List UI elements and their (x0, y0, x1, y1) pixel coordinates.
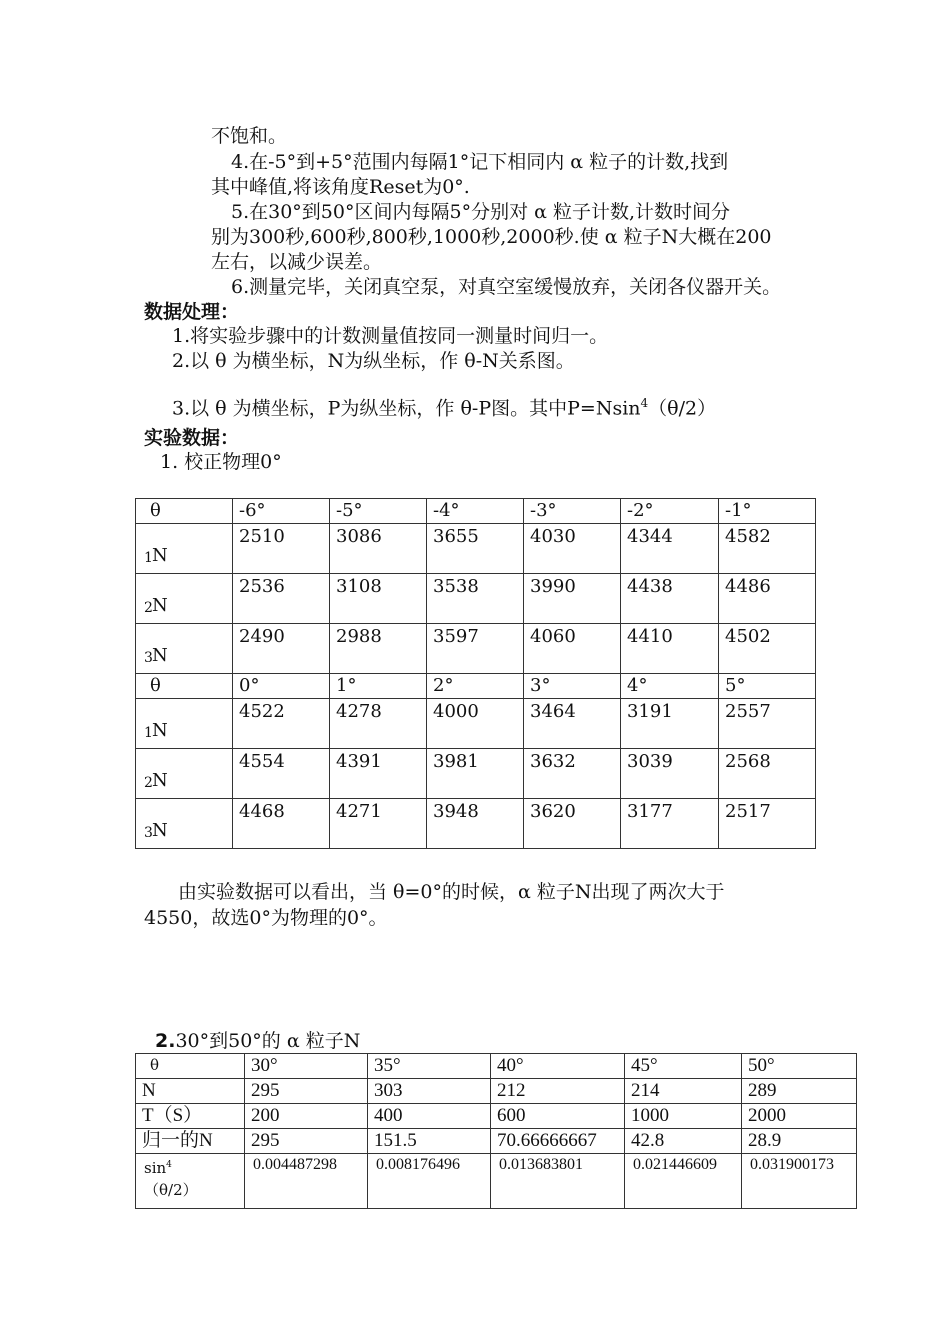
angle-cell: 35° (368, 1054, 491, 1079)
sin4-label: $\sin^4$ （θ/2） (136, 1154, 245, 1209)
count-cell: 3464 (524, 699, 621, 749)
normalized-cell: 151.5 (368, 1129, 491, 1154)
table-row (136, 524, 816, 574)
row-label-n3: N $_3$ (136, 624, 233, 674)
count-cell: 3538 (427, 574, 524, 624)
normalized-label: 归一的N (136, 1129, 245, 1154)
row-label-n1: N $_1$ (136, 699, 233, 749)
count-cell: 3108 (330, 574, 427, 624)
normalized-cell: 70.66666667 (491, 1129, 625, 1154)
angle-cell: 5° (719, 674, 816, 699)
count-cell: 2557 (719, 699, 816, 749)
table-row (136, 699, 816, 749)
angle-cell: -6° (233, 499, 330, 524)
count-cell: 3981 (427, 749, 524, 799)
count-cell: 3177 (621, 799, 719, 849)
count-cell: 4522 (233, 699, 330, 749)
count-cell: 4030 (524, 524, 621, 574)
angle-cell: 45° (625, 1054, 742, 1079)
time-cell: 2000 (742, 1104, 857, 1129)
count-cell: 3191 (621, 699, 719, 749)
row-label-n1: N $_1$ (136, 524, 233, 574)
table-row (136, 799, 816, 849)
data-heading: 实验数据： (144, 427, 240, 449)
table-row (136, 574, 816, 624)
count-cell: 289 (742, 1079, 857, 1104)
table2-title: 2.30°到50°的 α 粒子N (155, 1030, 361, 1052)
table-row (136, 1104, 857, 1129)
scattering-table (135, 1053, 857, 1209)
theta-label: θ (136, 499, 233, 524)
angle-cell: 2° (427, 674, 524, 699)
table-row (136, 1054, 857, 1079)
count-cell: 2988 (330, 624, 427, 674)
theta-label: θ (136, 1054, 245, 1079)
table-row (136, 1079, 857, 1104)
conclusion-line-1: 由实验数据可以看出，当 θ=0°的时候，α 粒子N出现了两次大于 (178, 881, 725, 903)
count-cell: 2510 (233, 524, 330, 574)
row-label-n2: N $_2$ (136, 574, 233, 624)
count-cell: 4060 (524, 624, 621, 674)
intro-line-4: 5.在30°到50°区间内每隔5°分别对 α 粒子计数,计数时间分 (231, 201, 731, 223)
count-cell: 303 (368, 1079, 491, 1104)
count-cell: 2536 (233, 574, 330, 624)
table1-angle-row-1 (136, 499, 816, 524)
intro-line-5: 别为300秒,600秒,800秒,1000秒,2000秒.使 α 粒子N大概在200 (211, 226, 772, 248)
row-label-n2: N $_2$ (136, 749, 233, 799)
count-cell: 4582 (719, 524, 816, 574)
count-cell: 2517 (719, 799, 816, 849)
angle-cell: -5° (330, 499, 427, 524)
count-cell: 214 (625, 1079, 742, 1104)
count-cell: 4468 (233, 799, 330, 849)
intro-line-1: 不饱和。 (211, 125, 288, 147)
angle-cell: 50° (742, 1054, 857, 1079)
table1-title: 1. 校正物理0° (160, 451, 282, 473)
count-cell: 4271 (330, 799, 427, 849)
count-cell: 2490 (233, 624, 330, 674)
intro-line-2: 4.在-5°到+5°范围内每隔1°记下相同内 α 粒子的计数,找到 (231, 151, 729, 173)
count-cell: 3632 (524, 749, 621, 799)
sin4-cell: 0.004487298 (245, 1154, 368, 1209)
intro-line-7: 6.测量完毕，关闭真空泵，对真空室缓慢放弃，关闭各仪器开关。 (231, 276, 782, 298)
angle-cell: -4° (427, 499, 524, 524)
n-label: N (136, 1079, 245, 1104)
count-cell: 4554 (233, 749, 330, 799)
count-cell: 3990 (524, 574, 621, 624)
calibration-table (135, 498, 816, 849)
formula-superscript: 4 (640, 396, 649, 410)
angle-cell: 40° (491, 1054, 625, 1079)
time-cell: 1000 (625, 1104, 742, 1129)
count-cell: 3597 (427, 624, 524, 674)
row-label-n3: N $_3$ (136, 799, 233, 849)
count-cell: 3620 (524, 799, 621, 849)
normalized-cell: 42.8 (625, 1129, 742, 1154)
count-cell: 4410 (621, 624, 719, 674)
table1-angle-row-2 (136, 674, 816, 699)
count-cell: 4000 (427, 699, 524, 749)
table-row (136, 1129, 857, 1154)
count-cell: 212 (491, 1079, 625, 1104)
time-cell: 600 (491, 1104, 625, 1129)
sin4-cell: 0.021446609 (625, 1154, 742, 1209)
count-cell: 4486 (719, 574, 816, 624)
angle-cell: -1° (719, 499, 816, 524)
count-cell: 4502 (719, 624, 816, 674)
theta-label: θ (136, 674, 233, 699)
processing-item-3: 3.以 θ 为横坐标，P为纵坐标，作 θ-P图。其中P=Nsin$^4$（θ/2） (172, 396, 717, 420)
count-cell: 4391 (330, 749, 427, 799)
count-cell: 2568 (719, 749, 816, 799)
angle-cell: 4° (621, 674, 719, 699)
count-cell: 3086 (330, 524, 427, 574)
count-cell: 4278 (330, 699, 427, 749)
conclusion-line-2: 4550，故选0°为物理的0°。 (144, 907, 388, 929)
table-row (136, 1154, 857, 1209)
table-row (136, 749, 816, 799)
sin4-cell: 0.008176496 (368, 1154, 491, 1209)
count-cell: 295 (245, 1079, 368, 1104)
normalized-cell: 28.9 (742, 1129, 857, 1154)
angle-cell: 1° (330, 674, 427, 699)
count-cell: 3948 (427, 799, 524, 849)
normalized-cell: 295 (245, 1129, 368, 1154)
sin4-cell: 0.013683801 (491, 1154, 625, 1209)
angle-cell: 30° (245, 1054, 368, 1079)
intro-line-6: 左右，以减少误差。 (211, 251, 383, 273)
angle-cell: 0° (233, 674, 330, 699)
count-cell: 4344 (621, 524, 719, 574)
time-cell: 400 (368, 1104, 491, 1129)
count-cell: 3039 (621, 749, 719, 799)
table-row (136, 624, 816, 674)
intro-line-3: 其中峰值,将该角度Reset为0°. (211, 176, 470, 198)
angle-cell: -3° (524, 499, 621, 524)
count-cell: 4438 (621, 574, 719, 624)
processing-heading: 数据处理： (144, 301, 240, 323)
time-cell: 200 (245, 1104, 368, 1129)
processing-item-1: 1.将实验步骤中的计数测量值按同一测量时间归一。 (172, 325, 609, 347)
count-cell: 3655 (427, 524, 524, 574)
angle-cell: 3° (524, 674, 621, 699)
processing-item-2: 2.以 θ 为横坐标，N为纵坐标，作 θ-N关系图。 (172, 350, 575, 372)
time-label: T（S） (136, 1104, 245, 1129)
sin4-cell: 0.031900173 (742, 1154, 857, 1209)
angle-cell: -2° (621, 499, 719, 524)
